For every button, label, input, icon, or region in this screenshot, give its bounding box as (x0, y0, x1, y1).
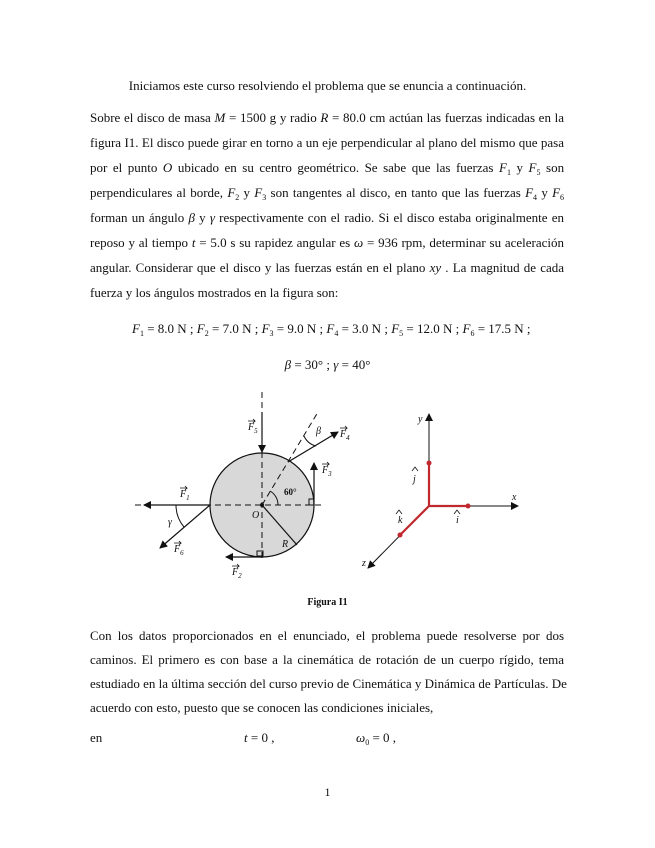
angle-beta-arc (304, 436, 316, 446)
figure-caption: Figura I1 (307, 597, 348, 608)
label-f4: $F_4$ (340, 429, 350, 442)
problem-line-5: forman un ángulo β y γ respectivamente con el radio. Si el disco estaba originalmente en (90, 210, 565, 225)
unit-vector-k (400, 506, 429, 535)
problem-line-4: perpendiculares al borde, $F_2$ y $F_3$ son tangentes al disco, en tanto que las fuerzas $F_4$ y $F_6$ (90, 185, 565, 202)
problem-line-1: Sobre el disco de masa M = 1500 g y radio R = 80.0 cm actúan las fuerzas indicadas en la (90, 110, 564, 125)
conditions-en: en (90, 730, 103, 745)
conditions-t: t = 0 , (244, 730, 275, 745)
label-f3: $F_3$ (322, 465, 332, 478)
label-r: R (282, 539, 289, 550)
unit-k-label: k (398, 515, 403, 526)
axis-x-label: x (512, 492, 517, 503)
label-60: 60° (284, 487, 297, 497)
para2-line-1: Con los datos proporcionados en el enunciado, el problema puede resolverse por dos (90, 628, 564, 643)
label-f5: $F_5$ (248, 422, 258, 435)
problem-line-6: reposo y al tiempo t = 5.0 s su rapidez angular es ω = 936 rpm, determinar su aceleración (90, 235, 565, 250)
force-f4-arrow (288, 432, 338, 462)
label-f6: $F_6$ (174, 544, 184, 557)
angle-values: β = 30° ; γ = 40° (284, 357, 371, 372)
unit-i-label: i (456, 515, 459, 526)
problem-line-8: fuerza y los ángulos mostrados en la figura son: (90, 285, 339, 300)
problem-line-7: angular. Considerar que el disco y las fuerzas están en el plano xy . La magnitud de cada (90, 260, 565, 275)
unit-j-label: j (413, 474, 416, 485)
para2-line-3: estudiado en la última sección del curso previo de Cinemática y Dinámica de Partículas. De (90, 676, 567, 691)
para2-line-2: caminos. El primero es con base a la cinemática de rotación de un cuerpo rígido, tema (90, 652, 564, 667)
force-values: $F_1 = 8.0$ N ; $F_2 = 7.0$ N ; $F_3 = 9.0$ N ; $F_4 = 3.0$ N ; $F_5 = 12.0$ N ; $F_6 = 17.5$ N ; (132, 321, 531, 338)
para2-line-4: acuerdo con esto, puesto que se conocen las condiciones iniciales, (90, 700, 434, 715)
label-o: O (252, 510, 260, 521)
page-number: 1 (324, 785, 331, 799)
label-f2: $F_2$ (232, 567, 242, 580)
problem-line-2: figura I1. El disco puede girar en torno a un eje perpendicular al plano del mismo que pasa (90, 135, 564, 150)
label-gamma: γ (168, 517, 172, 528)
angle-gamma-arc (176, 505, 184, 527)
label-f1: $F_1$ (180, 489, 190, 502)
axis-y-label: y (418, 414, 423, 425)
problem-line-3: por el punto O ubicado en su centro geométrico. Se sabe que las fuerzas $F_1$ y $F_5$ son (90, 160, 565, 177)
figure-i1 (125, 380, 535, 590)
intro-line: Iniciamos este curso resolviendo el problema que se enuncia a continuación. (128, 78, 527, 93)
axis-z-label: z (362, 558, 366, 569)
label-beta: β (316, 426, 321, 437)
conditions-omega: $\omega_0 = 0$ , (356, 730, 397, 747)
center-point (260, 503, 264, 507)
